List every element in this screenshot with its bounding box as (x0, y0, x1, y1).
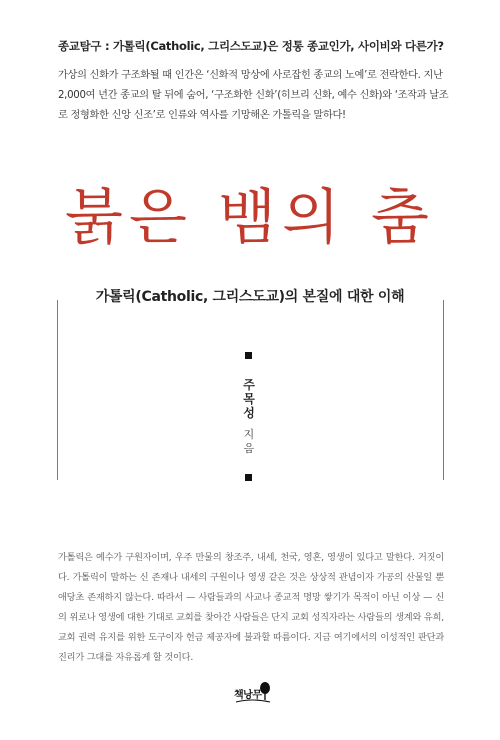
publisher-logo (232, 680, 272, 706)
author-name: 주 목 성 (243, 378, 255, 420)
right-rule (443, 300, 444, 480)
book-title: 붉은 뱀의 춤 (65, 183, 435, 253)
author-verb: 지 음 (243, 428, 255, 455)
book-subtitle: 가톨릭(Catholic, 그리스도교)의 본질에 대한 이해 (95, 289, 405, 305)
left-rule (57, 300, 58, 480)
back-description: 가톨릭은 예수가 구원자이며, 우주 만물의 창조주, 내세, 천국, 영혼, 영생이 있다고 말한다. 거짓이다. 가톨릭이 말하는 신 존재나 내세의 구원이나 영생 같은 것은 상상적 관념이자 가공의 산물일 뿐 애당초 존재하지 않는다. 따라서 — 사람들과의 사교나 종교적 명망 쌓기가 목적이 아닌 이상 — 신의 위로나 영생에 대한 기대로 교회를 찾아간 사람들은 단지 교회 성직자라는 사람들의 생계와 유희, 교회 권력 유지를 위한 도구이자 헌금 제공자에 불과할 따름이다. 지금 여기에서의 이성적인 판단과 진리가 그대를 자유롭게 할 것이다. (58, 552, 444, 663)
series-heading: 종교탐구 : 가톨릭(Catholic, 그리스도교)은 정통 종교인가, 사이비와 다른가? (58, 39, 444, 53)
publisher-name: 책낭무 (234, 690, 262, 701)
intro-blurb: 가상의 신화가 구조화될 때 인간은 ‘신화적 망상에 사로잡힌 종교의 노예’로 전락한다. 지난 2,000여 년간 종교의 탈 뒤에 숨어, ‘구조화한 신화’(히브리 신화, 예수 신화)와 ‘조작과 날조로 정형화한 신앙 신조’로 인류와 역사를 기망해온 가톨릭을 말하다! (58, 70, 449, 121)
top-square-marker (245, 352, 252, 359)
bottom-square-marker (245, 474, 252, 481)
